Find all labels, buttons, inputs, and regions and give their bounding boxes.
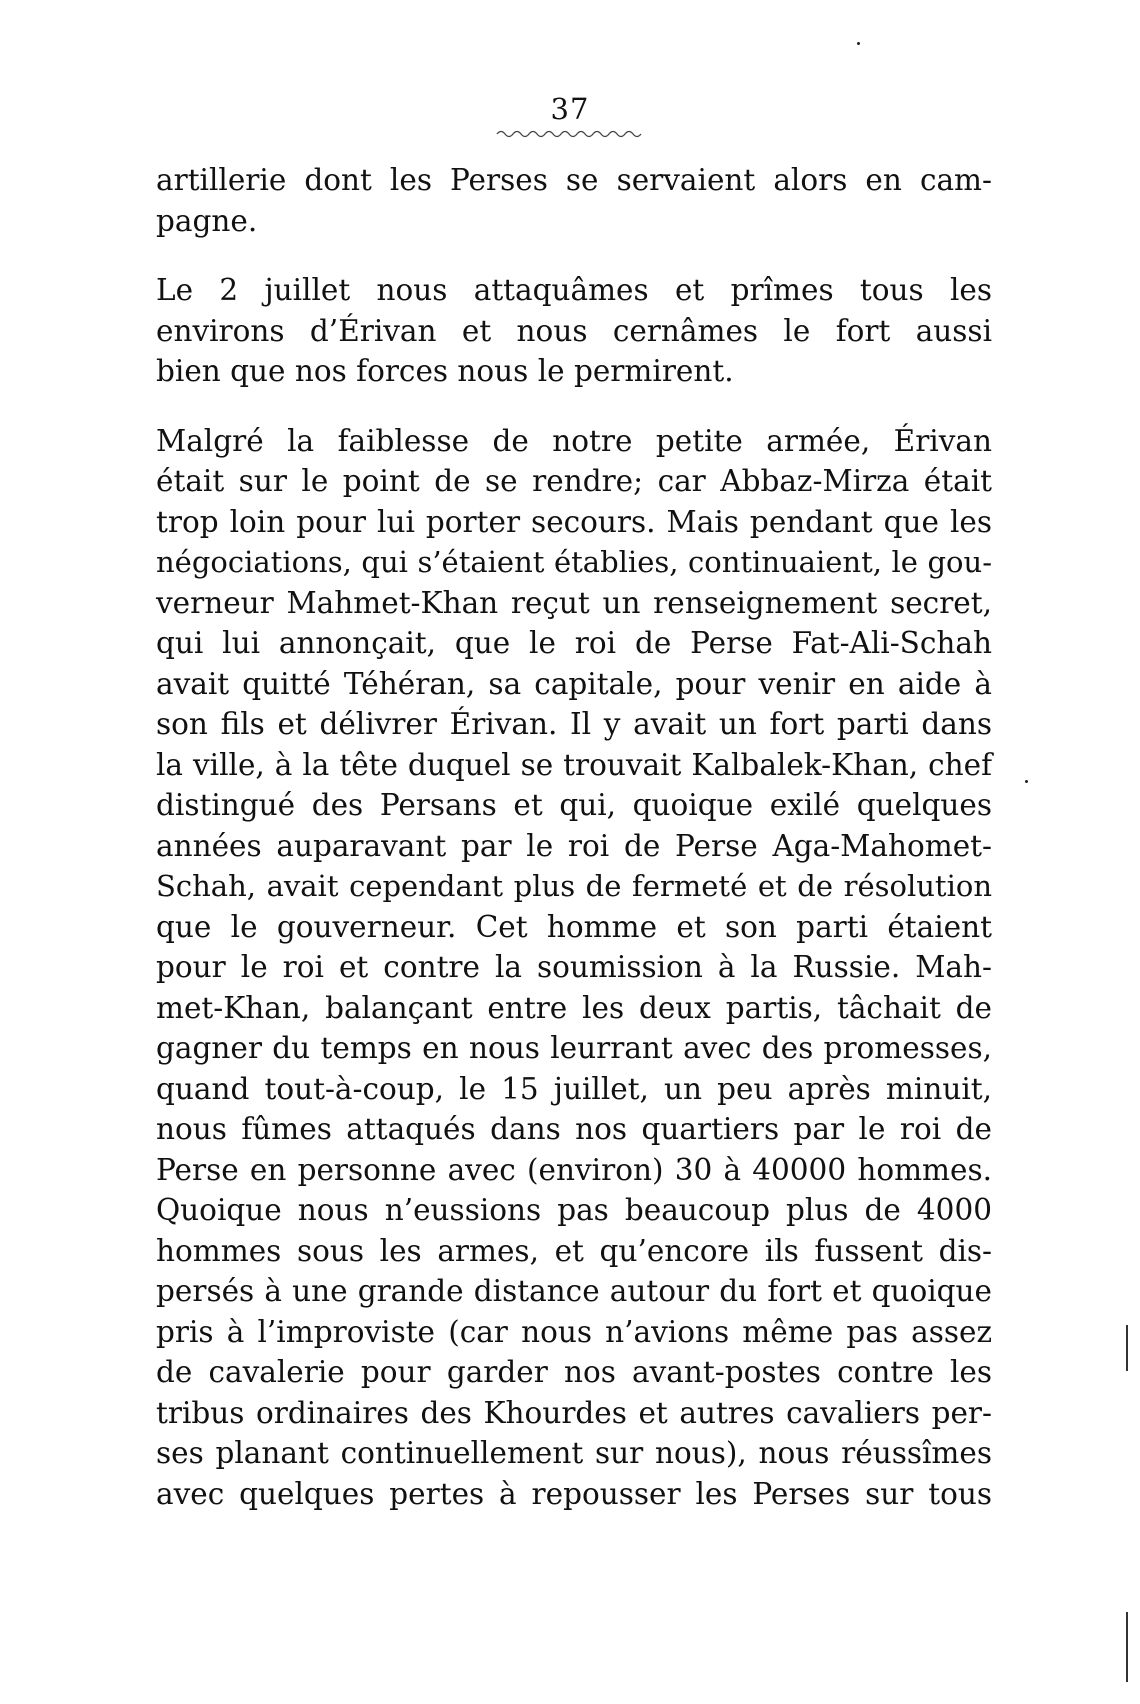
- text-line: qui lui annonçait, que le roi de Perse Fat-Ali-Schah: [156, 626, 992, 660]
- scan-edge-mark: [1126, 1325, 1128, 1371]
- text-line: Schah, avait cependant plus de fermeté et de résolution: [156, 869, 992, 903]
- text-line: avec quelques pertes à repousser les Perses sur tous: [156, 1476, 992, 1511]
- text-line: était sur le point de se rendre; car Abbaz-Mirza était: [156, 464, 992, 498]
- text-line: que le gouverneur. Cet homme et son parti étaient: [156, 909, 992, 944]
- text-line: négociations, qui s’étaient établies, continuaient, le gou-: [156, 545, 992, 579]
- scan-edge-mark: [1126, 1612, 1128, 1682]
- scan-speck: [1025, 780, 1028, 783]
- text-line: environs d’Érivan et nous cernâmes le fort aussi: [156, 313, 992, 348]
- text-line: pris à l’improviste (car nous n’avions même pas assez: [156, 1314, 992, 1349]
- text-line: hommes sous les armes, et qu’encore ils fussent dis-: [156, 1233, 992, 1268]
- text-line: ses planant continuellement sur nous), nous réussîmes: [156, 1436, 992, 1470]
- text-line: quand tout-à-coup, le 15 juillet, un peu après minuit,: [156, 1071, 992, 1106]
- paragraph: [156, 160, 992, 241]
- page-number: 37: [550, 92, 590, 126]
- text-line: de cavalerie pour garder nos avant-postes contre les: [156, 1355, 992, 1389]
- text-line: années auparavant par le roi de Perse Aga-Mahomet-: [156, 828, 992, 863]
- text-line: nous fûmes attaqués dans nos quartiers par le roi de: [156, 1112, 992, 1146]
- text-line: persés à une grande distance autour du fort et quoique: [156, 1274, 992, 1308]
- text-line: Quoique nous n’eussions pas beaucoup plus de 4000: [156, 1193, 992, 1227]
- text-line: la ville, à la tête duquel se trouvait Kalbalek-Khan, chef: [156, 747, 992, 782]
- paragraph: [156, 270, 992, 392]
- text-line: avait quitté Téhéran, sa capitale, pour venir en aide à: [156, 666, 992, 701]
- wavy-rule-ornament: [495, 128, 645, 140]
- text-line: pour le roi et contre la soumission à la Russie. Mah-: [156, 950, 992, 984]
- text-line: Le 2 juillet nous attaquâmes et prîmes tous les: [156, 273, 992, 307]
- text-line: Malgré la faiblesse de notre petite armée, Érivan: [156, 423, 992, 458]
- text-line: gagner du temps en nous leurrant avec des promesses,: [156, 1031, 992, 1065]
- text-line: verneur Mahmet-Khan reçut un renseignement secret,: [156, 585, 992, 620]
- text-line: bien que nos forces nous le permirent.: [156, 354, 734, 388]
- text-line: Perse en personne avec (environ) 30 à 40000 hommes.: [156, 1152, 992, 1187]
- text-line: artillerie dont les Perses se servaient alors en cam-: [156, 163, 992, 197]
- text-line: distingué des Persans et qui, quoique exilé quelques: [156, 788, 992, 822]
- scan-speck: [857, 42, 860, 45]
- text-line: pagne.: [156, 203, 258, 238]
- text-line: son fils et délivrer Érivan. Il y avait un fort parti dans: [156, 707, 992, 741]
- text-line: met-Khan, balançant entre les deux partis, tâchait de: [156, 990, 992, 1025]
- text-line: tribus ordinaires des Khourdes et autres cavaliers per-: [156, 1395, 992, 1430]
- body-text: [156, 160, 992, 1514]
- paragraph: [156, 421, 992, 1515]
- text-line: trop loin pour lui porter secours. Mais pendant que les: [156, 504, 992, 539]
